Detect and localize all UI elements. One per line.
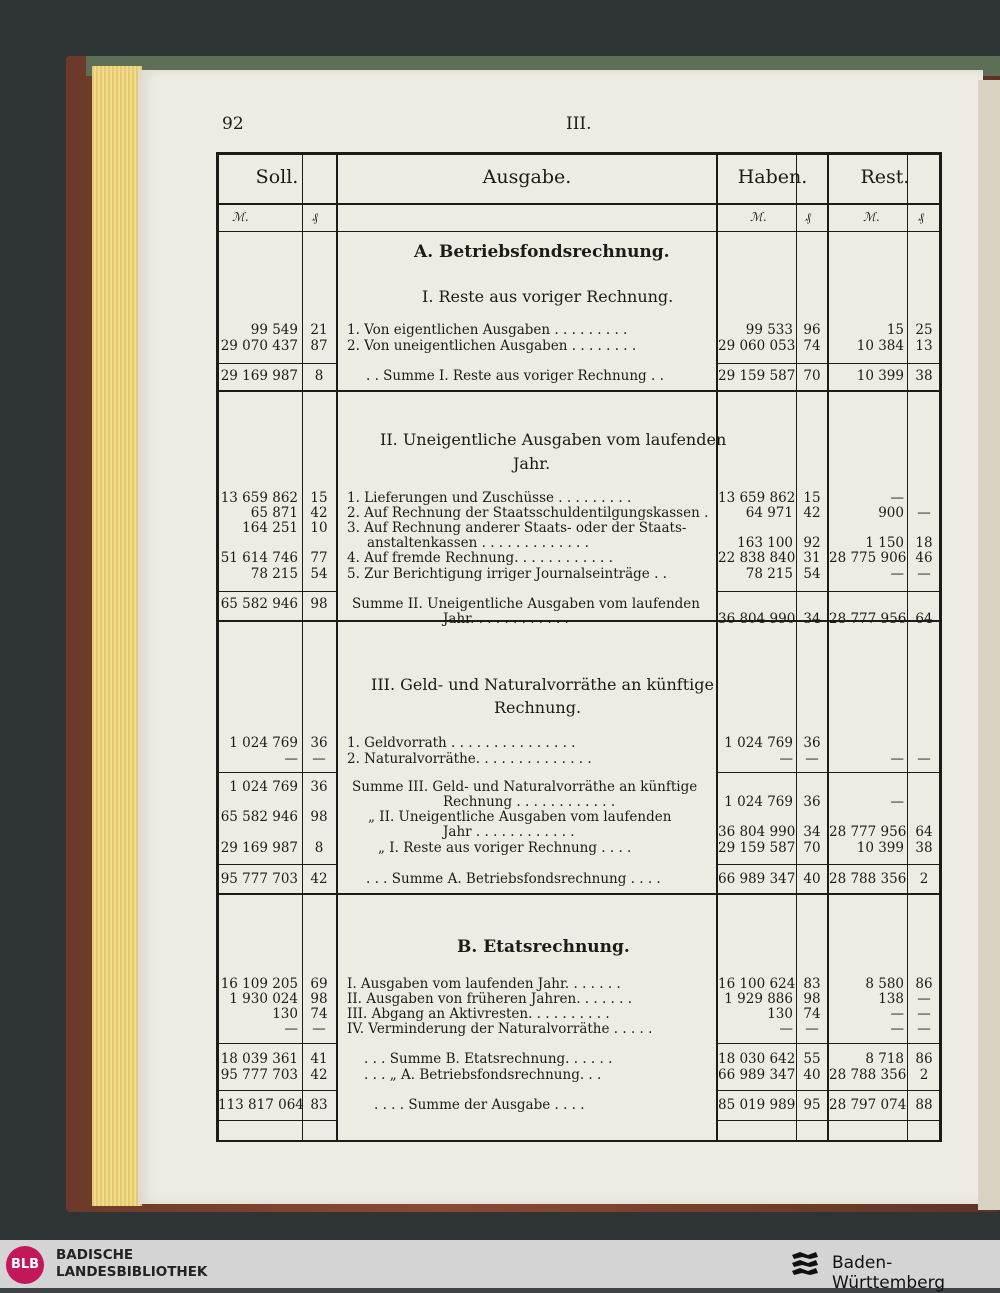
mark-unit: ℳ. — [232, 210, 249, 224]
haben-pfennig: 40 — [803, 1067, 821, 1083]
soll-amount: 78 215 — [250, 566, 298, 582]
sum-rule — [216, 591, 336, 592]
rest-pfennig: 13 — [915, 338, 933, 354]
soll-amount: 1 024 769 — [229, 779, 298, 795]
haben-amount: 29 159 587 — [718, 840, 796, 856]
rest-amount: 1 150 — [865, 535, 904, 551]
next-page-edge — [978, 80, 1000, 1210]
haben-pfennig: — — [805, 751, 819, 767]
footer-bar — [0, 1240, 1000, 1293]
sum-rule — [716, 1090, 942, 1091]
sum-rule — [716, 1120, 942, 1121]
haben-pfennig: 34 — [803, 824, 821, 840]
rest-amount: 28 788 356 — [829, 871, 907, 887]
section-b-prefix: B. — [457, 937, 478, 957]
ausgabe-text: 1. Lieferungen und Zuschüsse . . . . . . . . . — [347, 490, 632, 506]
haben-pfennig: 74 — [803, 338, 821, 354]
soll-amount: 99 549 — [250, 322, 298, 338]
section-iii-title: III. Geld- und Naturalvorräthe an künftige — [371, 675, 714, 694]
header-rule — [216, 203, 942, 205]
ausgabe-text: 3. Auf Rechnung anderer Staats- oder der Staats- — [347, 520, 687, 536]
haben-amount: 18 030 642 — [718, 1051, 796, 1067]
sum-rule — [716, 1043, 942, 1044]
rest-pfennig: — — [917, 1006, 931, 1022]
col-divider — [796, 152, 797, 1142]
page-edges — [92, 66, 142, 1206]
sum-rule — [216, 1043, 336, 1044]
soll-header: Soll. — [255, 166, 299, 188]
ausgabe-text: 2. Naturalvorräthe. . . . . . . . . . . . . . — [347, 751, 592, 767]
soll-pfennig: 10 — [310, 520, 328, 536]
state-crest-icon — [790, 1249, 820, 1279]
soll-amount: 113 817 064 — [218, 1097, 304, 1113]
sum-rule — [216, 363, 336, 364]
soll-pfennig: 15 — [310, 490, 328, 506]
ausgabe-text: 5. Zur Berichtigung irriger Journalseinträge . . — [347, 566, 667, 582]
soll-pfennig: 21 — [310, 322, 328, 338]
haben-pfennig: 15 — [803, 490, 821, 506]
haben-amount: 64 971 — [745, 505, 793, 521]
soll-pfennig: 42 — [310, 871, 328, 887]
haben-pfennig: 31 — [803, 550, 821, 566]
soll-pfennig: 87 — [310, 338, 328, 354]
rest-amount: 28 788 356 — [829, 1067, 907, 1083]
haben-pfennig: 96 — [803, 322, 821, 338]
ausgabe-text-cont: Rechnung . . . . . . . . . . . . — [443, 794, 616, 810]
haben-pfennig: 36 — [803, 794, 821, 810]
rest-pfennig: 2 — [919, 871, 929, 887]
haben-pfennig: 40 — [803, 871, 821, 887]
pfennig-unit: ₰ — [805, 210, 811, 224]
soll-amount: 16 109 205 — [220, 976, 298, 992]
section-a-name: Betriebsfondsrechnung. — [439, 242, 670, 262]
rest-pfennig: 64 — [915, 824, 933, 840]
soll-pfennig: 98 — [310, 809, 328, 825]
haben-amount: 1 024 769 — [724, 794, 793, 810]
soll-amount: 95 777 703 — [220, 1067, 298, 1083]
sum-rule — [216, 772, 336, 773]
rest-pfennig: 25 — [915, 322, 933, 338]
ausgabe-text: Summe III. Geld- und Naturalvorräthe an künftige — [352, 779, 698, 795]
rest-pfennig: — — [917, 751, 931, 767]
haben-pfennig: 34 — [803, 611, 821, 627]
pfennig-unit: ₰ — [312, 210, 318, 224]
haben-pfennig: 95 — [803, 1097, 821, 1113]
mark-unit: ℳ. — [750, 210, 767, 224]
haben-pfennig: 74 — [803, 1006, 821, 1022]
rest-amount: 10 399 — [856, 368, 904, 384]
rest-amount: — — [890, 566, 904, 582]
ausgabe-text: II. Ausgaben von früheren Jahren. . . . . . . — [347, 991, 633, 1007]
section-b-name: Etatsrechnung. — [483, 937, 630, 957]
soll-amount: 65 582 946 — [220, 809, 298, 825]
rest-amount: — — [890, 1021, 904, 1037]
library-name — [56, 1247, 207, 1281]
haben-amount: 1 024 769 — [724, 735, 793, 751]
soll-amount: 65 871 — [250, 505, 298, 521]
soll-pfennig: 69 — [310, 976, 328, 992]
rest-pfennig: 64 — [915, 611, 933, 627]
rest-amount: — — [890, 490, 904, 506]
soll-amount: — — [284, 1021, 298, 1037]
sum-rule — [716, 864, 942, 865]
section-i-title: I. Reste aus voriger Rechnung. — [422, 287, 674, 306]
rest-pfennig: 2 — [919, 1067, 929, 1083]
ausgabe-header: Ausgabe. — [482, 166, 572, 188]
soll-pfennig: 8 — [314, 840, 324, 856]
haben-amount: 85 019 989 — [718, 1097, 796, 1113]
sum-rule — [216, 864, 336, 865]
ausgabe-text: I. Ausgaben vom laufenden Jahr. . . . . . . — [347, 976, 621, 992]
soll-pfennig: 41 — [310, 1051, 328, 1067]
section-a-prefix: A. — [414, 242, 434, 262]
rest-pfennig: 86 — [915, 1051, 933, 1067]
sum-rule — [216, 1120, 336, 1121]
rest-pfennig: 46 — [915, 550, 933, 566]
haben-pfennig: 83 — [803, 976, 821, 992]
sum-rule — [216, 1090, 336, 1091]
rest-pfennig: 86 — [915, 976, 933, 992]
section-ii-title: II. Uneigentliche Ausgaben vom laufenden — [380, 430, 727, 449]
rest-amount: — — [890, 1006, 904, 1022]
haben-amount: 130 — [767, 1006, 793, 1022]
sum-rule — [716, 591, 942, 592]
ausgabe-text: 4. Auf fremde Rechnung. . . . . . . . . . . . — [347, 550, 613, 566]
rest-amount: 8 580 — [865, 976, 904, 992]
haben-amount: 66 989 347 — [718, 871, 796, 887]
haben-amount: 29 159 587 — [718, 368, 796, 384]
haben-amount: 66 989 347 — [718, 1067, 796, 1083]
haben-pfennig: 54 — [803, 566, 821, 582]
soll-amount: 65 582 946 — [220, 596, 298, 612]
soll-pfennig: — — [312, 751, 326, 767]
rest-amount: 10 384 — [856, 338, 904, 354]
soll-pfennig: 42 — [310, 1067, 328, 1083]
rest-amount: 28 775 906 — [829, 550, 907, 566]
haben-amount: — — [779, 1021, 793, 1037]
soll-amount: 95 777 703 — [220, 871, 298, 887]
ausgabe-text: 2. Auf Rechnung der Staatsschuldentilgungskassen . — [347, 505, 709, 521]
library-name-line1: BADISCHE — [56, 1247, 134, 1263]
rest-pfennig: — — [917, 991, 931, 1007]
rest-pfennig: 88 — [915, 1097, 933, 1113]
chapter-heading: III. — [566, 114, 592, 134]
soll-pfennig: 8 — [314, 368, 324, 384]
ausgabe-text: . . . „ A. Betriebsfondsrechnung. . . — [364, 1067, 602, 1083]
soll-amount: 29 070 437 — [220, 338, 298, 354]
ausgabe-text-cont: Jahr. . . . . . . . . . . . — [443, 611, 569, 627]
haben-pfennig: 92 — [803, 535, 821, 551]
haben-pfennig: 70 — [803, 840, 821, 856]
rest-amount: 28 777 956 — [829, 824, 907, 840]
mark-unit: ℳ. — [863, 210, 880, 224]
section-iii-title-cont: Rechnung. — [494, 698, 582, 717]
soll-amount: 13 659 862 — [220, 490, 298, 506]
haben-pfennig: 70 — [803, 368, 821, 384]
rest-pfennig: — — [917, 1021, 931, 1037]
rest-amount: 8 718 — [865, 1051, 904, 1067]
soll-amount: 29 169 987 — [220, 368, 298, 384]
haben-pfennig: 42 — [803, 505, 821, 521]
haben-amount: 36 804 990 — [718, 824, 796, 840]
rest-pfennig: 18 — [915, 535, 933, 551]
soll-amount: — — [284, 751, 298, 767]
rest-amount: — — [890, 794, 904, 810]
soll-amount: 1 024 769 — [229, 735, 298, 751]
col-divider — [336, 152, 338, 1142]
ausgabe-text: Summe II. Uneigentliche Ausgaben vom laufenden — [352, 596, 700, 612]
section-rule — [216, 893, 942, 895]
soll-amount: 51 614 746 — [220, 550, 298, 566]
ausgabe-text: . . . . Summe der Ausgabe . . . . — [374, 1097, 585, 1113]
unit-rule — [216, 231, 942, 232]
soll-pfennig: 77 — [310, 550, 328, 566]
ausgabe-text: . . . Summe A. Betriebsfondsrechnung . . . . — [366, 871, 661, 887]
haben-amount: 99 533 — [745, 322, 793, 338]
soll-amount: 29 169 987 — [220, 840, 298, 856]
soll-pfennig: 83 — [310, 1097, 328, 1113]
rest-header: Rest. — [860, 166, 910, 188]
section-a-title — [414, 242, 670, 262]
ausgabe-text: 1. Geldvorrath . . . . . . . . . . . . . . . — [347, 735, 576, 751]
soll-pfennig: — — [312, 1021, 326, 1037]
ausgabe-text: IV. Verminderung der Naturalvorräthe . . . . . — [347, 1021, 653, 1037]
haben-amount: 16 100 624 — [718, 976, 796, 992]
ausgabe-text: . . Summe I. Reste aus voriger Rechnung . . — [366, 368, 664, 384]
rest-amount: 10 399 — [856, 840, 904, 856]
rest-pfennig: 38 — [915, 840, 933, 856]
soll-pfennig: 74 — [310, 1006, 328, 1022]
ausgabe-text: . . . Summe B. Etatsrechnung. . . . . . — [364, 1051, 613, 1067]
soll-amount: 18 039 361 — [220, 1051, 298, 1067]
haben-amount: 36 804 990 — [718, 611, 796, 627]
haben-amount: 1 929 886 — [724, 991, 793, 1007]
rest-amount: 138 — [878, 991, 904, 1007]
state-name: Baden-Württemberg — [832, 1253, 946, 1293]
haben-pfennig: 55 — [803, 1051, 821, 1067]
section-rule — [216, 390, 942, 392]
haben-amount: — — [779, 751, 793, 767]
col-divider — [907, 152, 908, 1142]
soll-amount: 130 — [272, 1006, 298, 1022]
haben-amount: 13 659 862 — [718, 490, 796, 506]
ausgabe-text: III. Abgang an Aktivresten. . . . . . . . . . — [347, 1006, 610, 1022]
rest-amount: 900 — [878, 505, 904, 521]
soll-pfennig: 42 — [310, 505, 328, 521]
soll-pfennig: 36 — [310, 735, 328, 751]
soll-pfennig: 98 — [310, 596, 328, 612]
library-name-line2: LANDESBIBLIOTHEK — [56, 1264, 208, 1280]
page-number: 92 — [222, 114, 244, 134]
haben-amount: 29 060 053 — [718, 338, 796, 354]
col-divider — [302, 152, 303, 1142]
sum-rule — [716, 363, 942, 364]
rest-pfennig: — — [917, 566, 931, 582]
rest-amount: 28 777 956 — [829, 611, 907, 627]
soll-amount: 164 251 — [242, 520, 298, 536]
haben-header: Haben. — [737, 166, 808, 188]
ausgabe-text: „ II. Uneigentliche Ausgaben vom laufenden — [368, 809, 672, 825]
section-b-title — [457, 937, 630, 957]
rest-amount: 15 — [886, 322, 904, 338]
ausgabe-text: 1. Von eigentlichen Ausgaben . . . . . . . . . — [347, 322, 628, 338]
soll-amount: 1 930 024 — [229, 991, 298, 1007]
soll-pfennig: 36 — [310, 779, 328, 795]
haben-pfennig: 98 — [803, 991, 821, 1007]
rest-amount: — — [890, 751, 904, 767]
soll-pfennig: 98 — [310, 991, 328, 1007]
haben-amount: 78 215 — [745, 566, 793, 582]
sum-rule — [716, 772, 942, 773]
ausgabe-text-cont: Jahr . . . . . . . . . . . . — [443, 824, 575, 840]
haben-amount: 163 100 — [737, 535, 793, 551]
haben-pfennig: — — [805, 1021, 819, 1037]
pfennig-unit: ₰ — [918, 210, 924, 224]
ausgabe-text: 2. Von uneigentlichen Ausgaben . . . . . . . . — [347, 338, 637, 354]
haben-pfennig: 36 — [803, 735, 821, 751]
soll-pfennig: 54 — [310, 566, 328, 582]
rest-pfennig: — — [917, 505, 931, 521]
ausgabe-text: „ I. Reste aus voriger Rechnung . . . . — [378, 840, 632, 856]
haben-amount: 22 838 840 — [718, 550, 796, 566]
section-ii-title-cont: Jahr. — [513, 454, 551, 473]
library-logo[interactable]: BLB — [6, 1246, 44, 1284]
rest-pfennig: 38 — [915, 368, 933, 384]
rest-amount: 28 797 074 — [829, 1097, 907, 1113]
ausgabe-text-cont: anstaltenkassen . . . . . . . . . . . . . — [367, 535, 589, 551]
